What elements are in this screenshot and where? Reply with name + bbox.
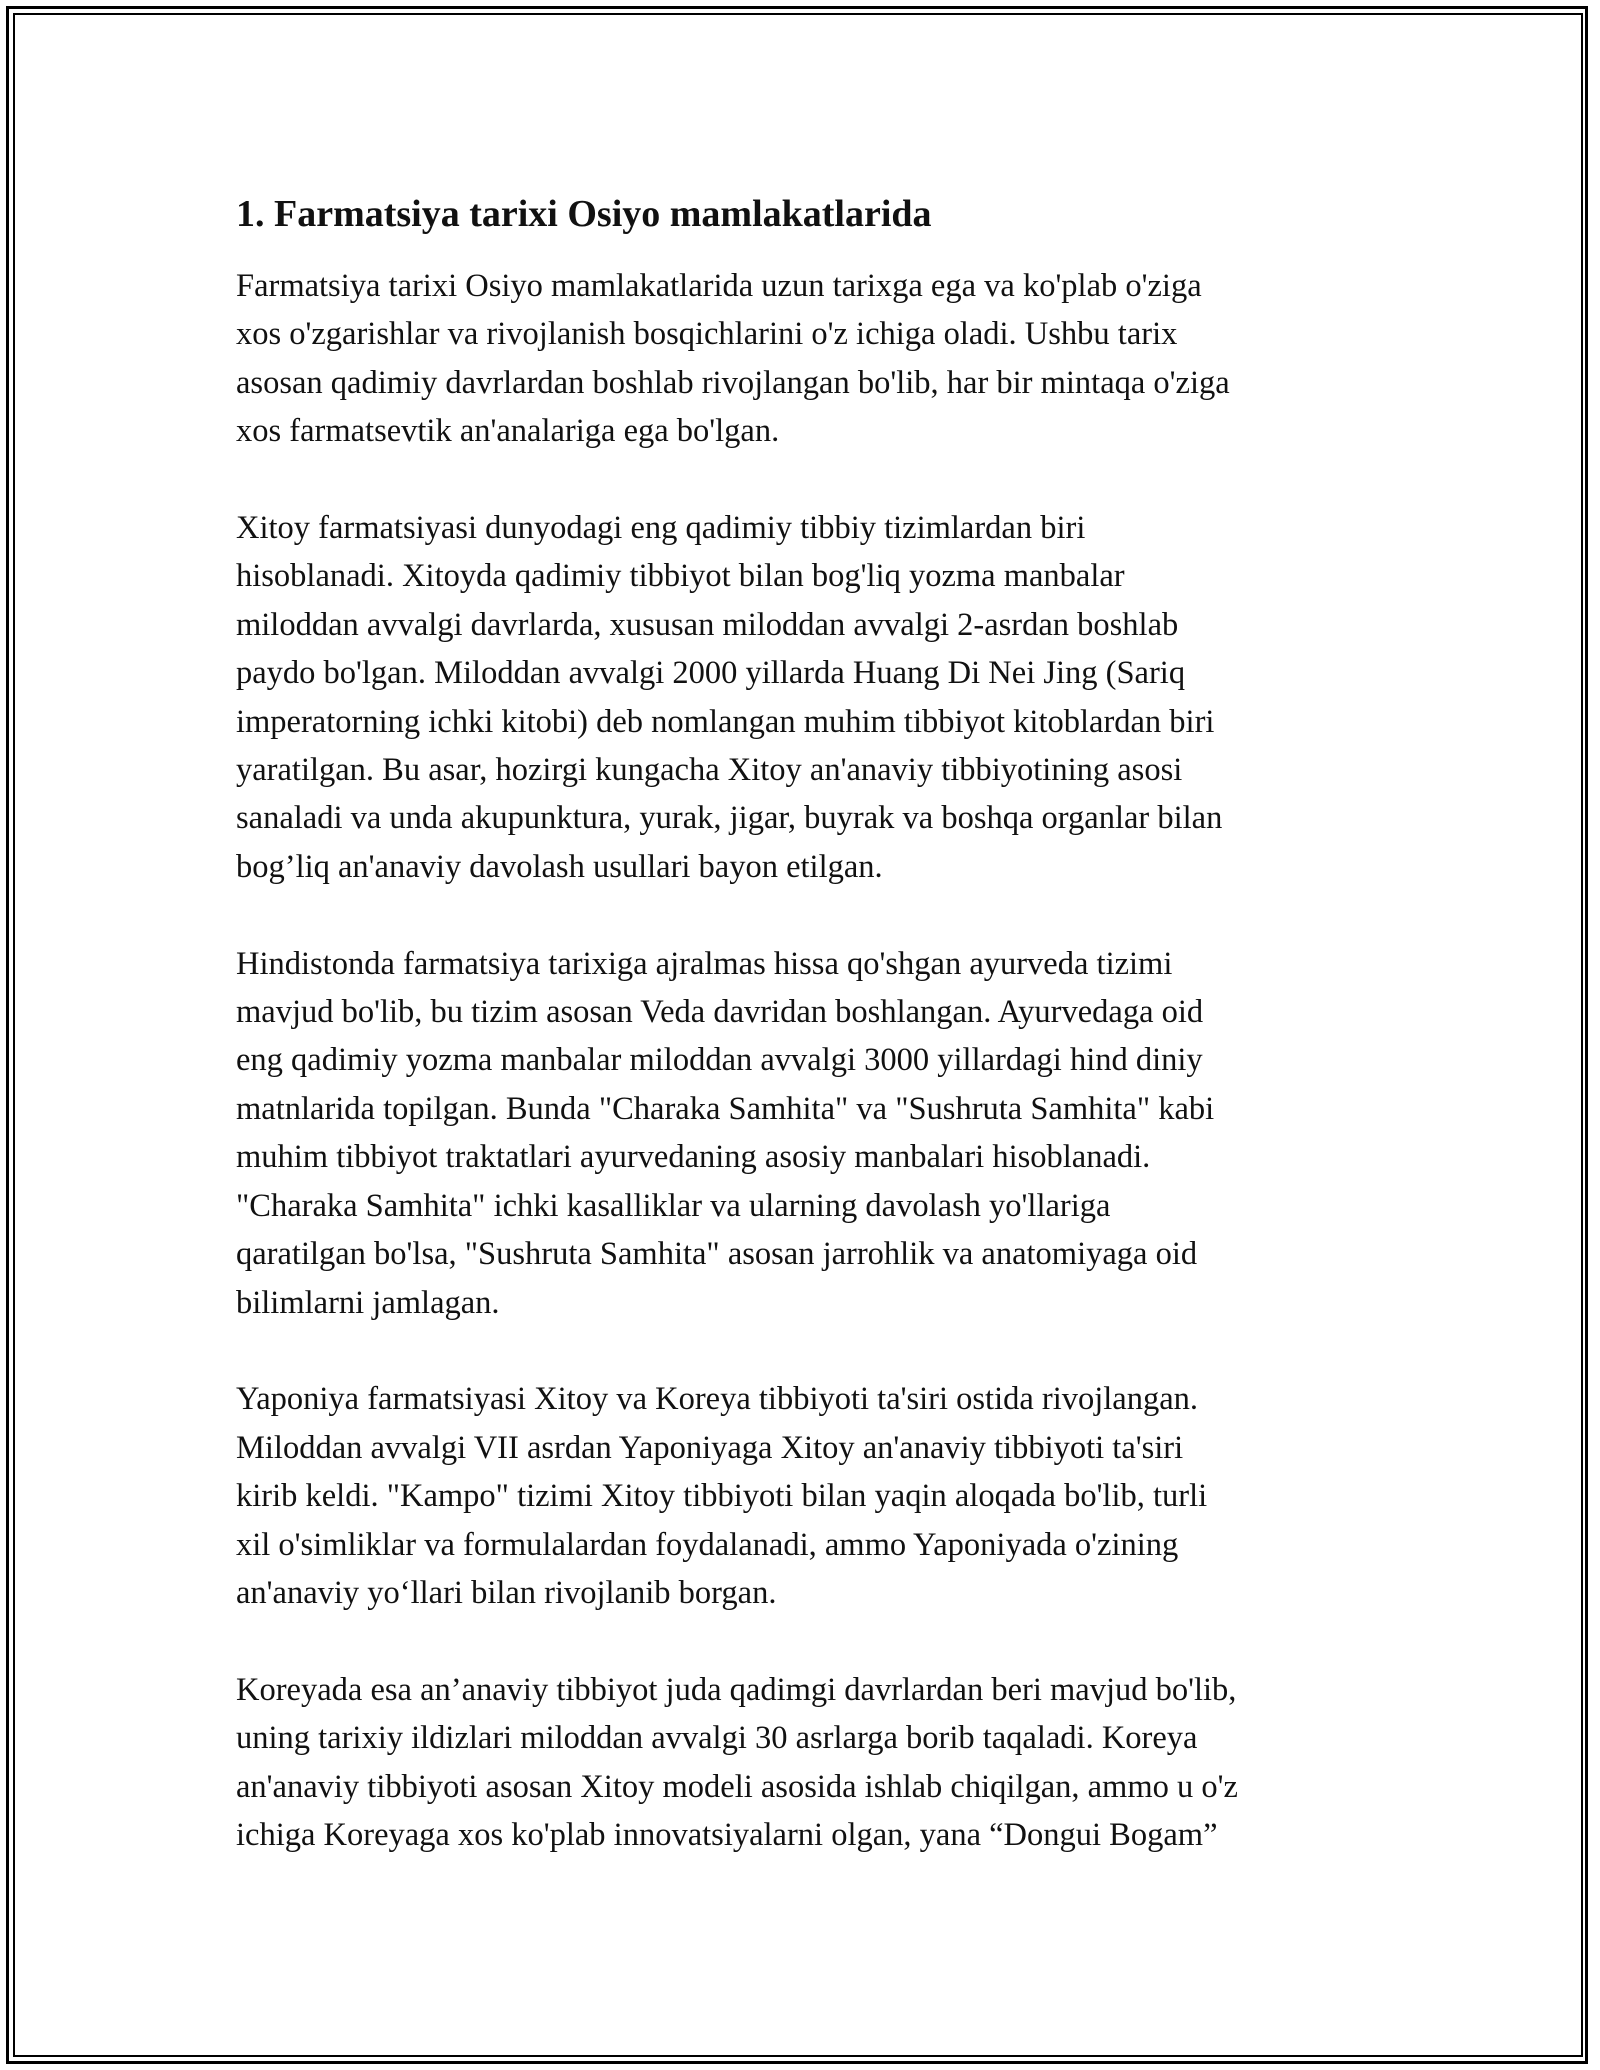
paragraph-china: Xitoy farmatsiyasi dunyodagi eng qadimiy tibbiy tizimlardan biri hisoblanadi. Xitoyda qadimiy tibbiyot bilan bog'liq yozma manbalar miloddan avvalgi davrlarda, xususan miloddan avvalgi 2-asrdan boshlab paydo bo'lgan. Miloddan avvalgi 2000 yillarda Huang Di Nei Jing (Sariq imperatorning ichki kitobi) deb nomlangan muhim tibbiyot kitoblardan biri yaratilgan. Bu asar, hozirgi kungacha Xitoy an'anaviy tibbiyotining asosi sanaladi va unda akupunktura, yurak, jigar, buyrak va boshqa organlar bilan bog’liq an'anaviy davolash usullari bayon etilgan. — [236, 510, 1223, 885]
paragraph-intro: Farmatsiya tarixi Osiyo mamlakatlarida uzun tarixga ega va ko'plab o'ziga xos o'zgarishlar va rivojlanish bosqichlarini o'z ichiga oladi. Ushbu tarix asosan qadimiy davrlardan boshlab rivojlangan bo'lib, har bir mintaqa o'ziga xos farmatsevtik an'analariga ega bo'lgan. — [236, 268, 1230, 450]
paragraph-japan: Yaponiya farmatsiyasi Xitoy va Koreya tibbiyoti ta'siri ostida rivojlangan. Miloddan avvalgi VII asrdan Yaponiyaga Xitoy an'anaviy tibbiyoti ta'siri kirib keldi. "Kampo" tizimi Xitoy tibbiyoti bilan yaqin aloqada bo'lib, turli xil o'simliklar va formulalardan foydalanadi, ammo Yaponiyada o'zining an'anaviy yo‘llari bilan rivojlanib borgan. — [236, 1381, 1208, 1611]
document-body — [236, 188, 1366, 1859]
paragraph-india: Hindistonda farmatsiya tarixiga ajralmas hissa qo'shgan ayurveda tizimi mavjud bo'lib, bu tizim asosan Veda davridan boshlangan. Ayurvedaga oid eng qadimiy yozma manbalar miloddan avvalgi 3000 yillardagi hind diniy matnlarida topilgan. Bunda "Charaka Samhita" va "Sushruta Samhita" kabi muhim tibbiyot traktatlari ayurvedaning asosiy manbalari hisoblanadi. "Charaka Samhita" ichki kasalliklar va ularning davolash yo'llariga qaratilgan bo'lsa, "Sushruta Samhita" asosan jarrohlik va anatomiyaga oid bilimlarni jamlagan. — [236, 945, 1215, 1321]
section-heading: 1. Farmatsiya tarixi Osiyo mamlakatlarida — [236, 193, 932, 235]
paragraph-korea: Koreyada esa an’anaviy tibbiyot juda qadimgi davrlardan beri mavjud bo'lib, uning tarixiy ildizlari miloddan avvalgi 30 asrlarga borib taqaladi. Koreya an'anaviy tibbiyoti asosan Xitoy modeli asosida ishlab chiqilgan, ammo u o'z ichiga Koreyaga xos ko'plab innovatsiyalarni olgan, yana “Dongui Bogam” — [236, 1671, 1238, 1853]
